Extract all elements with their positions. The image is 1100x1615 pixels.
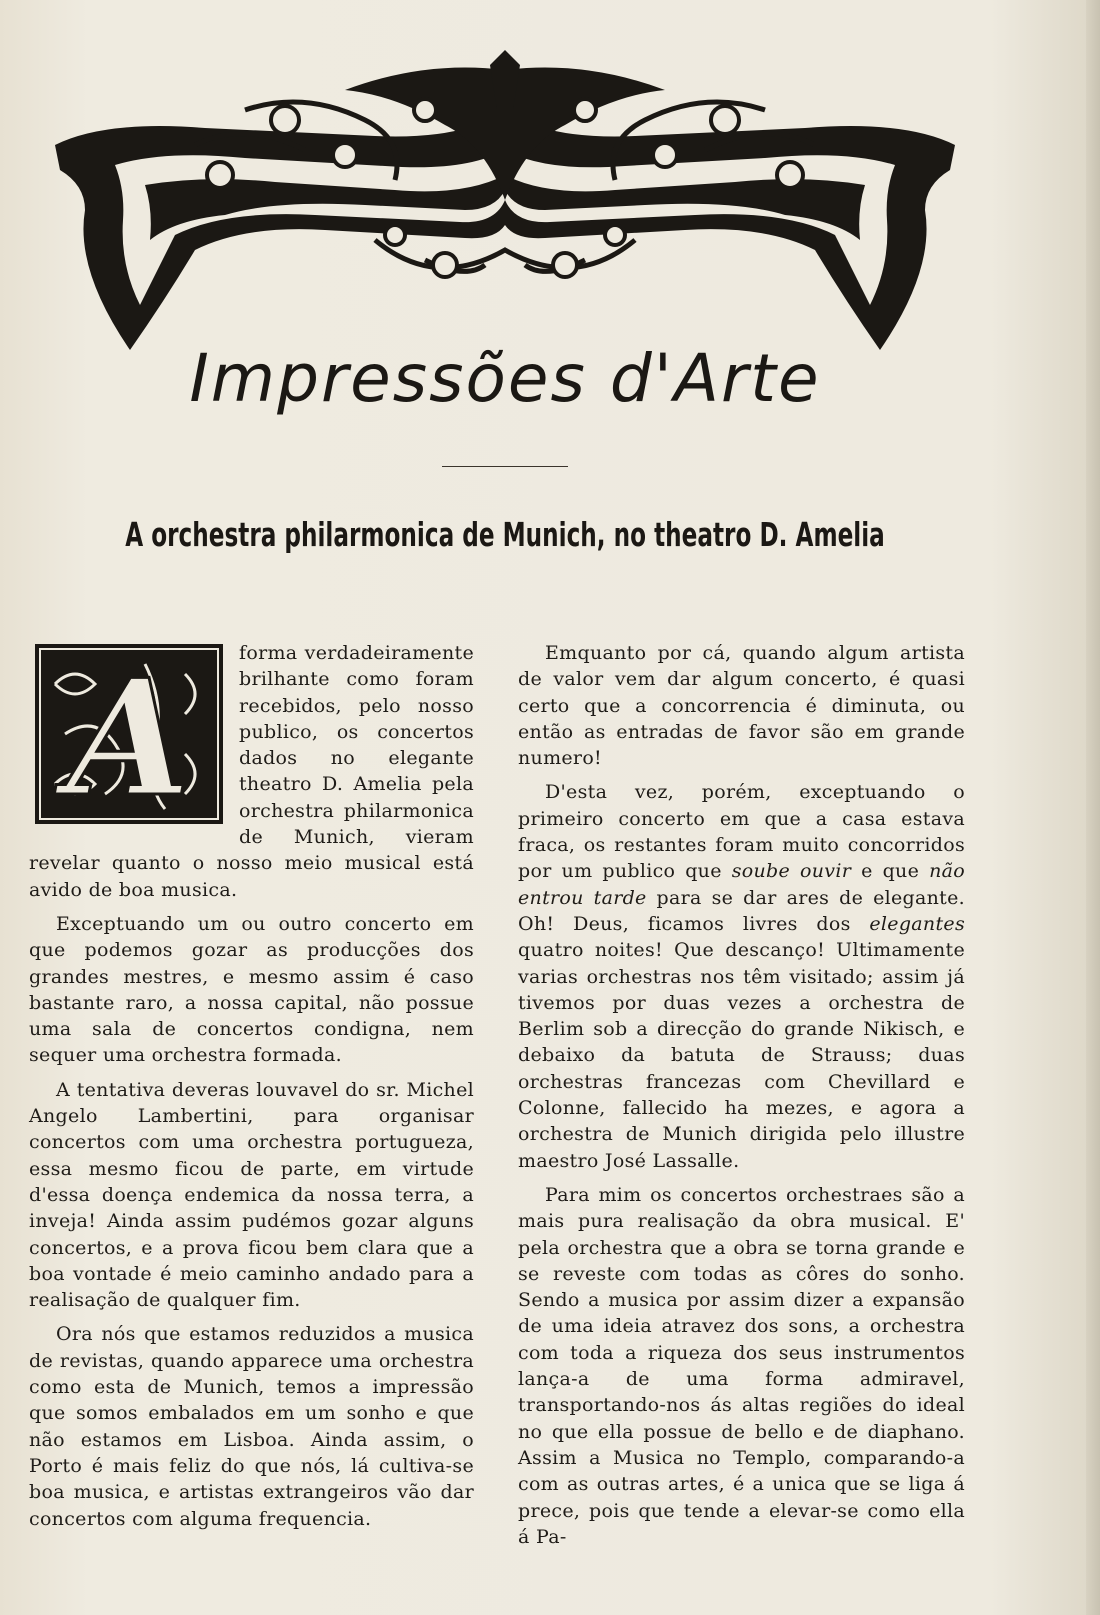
page-title: Impressões d'Arte bbox=[189, 340, 821, 417]
italic-soube-ouvir: soube ouvir bbox=[731, 860, 852, 883]
article-headline: A orchestra philarmonica de Munich, no theatro D. Amelia bbox=[125, 515, 885, 554]
text-run: e que bbox=[851, 860, 930, 883]
paragraph-4: Ora nós que estamos reduzidos a musica de revistas, quando apparece uma orchestra como esta de Munich, temos a impressão que somos embalados em um sonho e que não estamos em Lisboa. Ainda assim, o Porto é mais feliz do que nós, lá cultiva-se boa musica, e artistas extrangeiros vão dar concertos com alguma frequencia. bbox=[29, 1323, 474, 1530]
paragraph-3: A tentativa deveras louvavel do sr. Michel Angelo Lambertini, para organisar concertos com uma orchestra portugueza, essa mesmo ficou de parte, em virtude d'essa doença endemica da nossa terra, a inveja! Ainda assim pudémos gozar alguns concertos, e a prova ficou bem clara que a boa vontade é meio caminho andado para a realisação de qualquer fim. bbox=[29, 1078, 474, 1312]
paragraph-5: Emquanto por cá, quando algum artista de valor vem dar algum concerto, é quasi certo que a concorrencia é diminuta, ou então as entradas de favor são em grande numero! bbox=[518, 642, 965, 770]
title-divider bbox=[442, 466, 568, 467]
italic-elegantes: elegantes bbox=[869, 912, 965, 935]
italic-nao-entrou-tarde: não entrou tarde bbox=[518, 860, 965, 909]
paragraph-7: Para mim os concertos orchestraes são a mais pura realisação da obra musical. E' pela orchestra que a obra se torna grande e se reveste com todas as côres do sonho. Sendo a musica por assim dizer a expansão de uma ideia atravez dos sons, a orchestra com toda a riqueza dos seus instrumentos lança-a de uma forma admiravel, transportando-nos ás altas regiões do ideal no que ella possue de bello e de diaphano. Assim a Musica no Templo, comparando-a com as outras artes, é a unica que se liga á prece, pois que tende a elevar-se como ella á Pa- bbox=[518, 1183, 965, 1548]
page-fold-shadow bbox=[1086, 0, 1100, 1615]
paragraph-1: forma verdadeiramente brilhante como foram recebidos, pelo nosso publico, os concertos dados no elegante theatro D. Amelia pela orchestra philarmonica de Munich, vieram revelar quanto o nosso meio musical está avido de boa musica. bbox=[29, 642, 474, 901]
text-run: para se dar ares de elegante. Oh! Deus, ficamos livres dos bbox=[518, 886, 966, 935]
article-right-column bbox=[518, 640, 965, 1558]
article-left-column bbox=[29, 640, 474, 1540]
text-run: quatro noites! Que descanço! Ultimamente varias orchestras nos têm visitado; assim já tivemos por duas vezes a orchestra de Berlim sob a direcção do grande Nikisch, e debaixo da batuta de Strauss; duas orchestras francezas com Chevillard e Colonne, fallecido ha mezes, e agora a orchestra de Munich dirigida pelo illustre maestro José Lassalle. bbox=[518, 939, 965, 1172]
text-run: D'esta vez, porém, exceptuando o primeiro concerto em que a casa estava fraca, os restantes foram muito concorridos por um publico que bbox=[518, 781, 965, 883]
ornamental-drop-cap bbox=[35, 644, 223, 824]
paragraph-2: Exceptuando um ou outro concerto em que podemos gozar as producções dos grandes mestres, e mesmo assim é caso bastante raro, a nossa capital, não possue uma sala de concertos condigna, nem sequer uma orchestra formada. bbox=[29, 912, 474, 1067]
art-nouveau-header-ornament bbox=[45, 50, 965, 370]
paragraph-6 bbox=[518, 779, 965, 1173]
drop-cap-letter: A bbox=[66, 644, 192, 824]
